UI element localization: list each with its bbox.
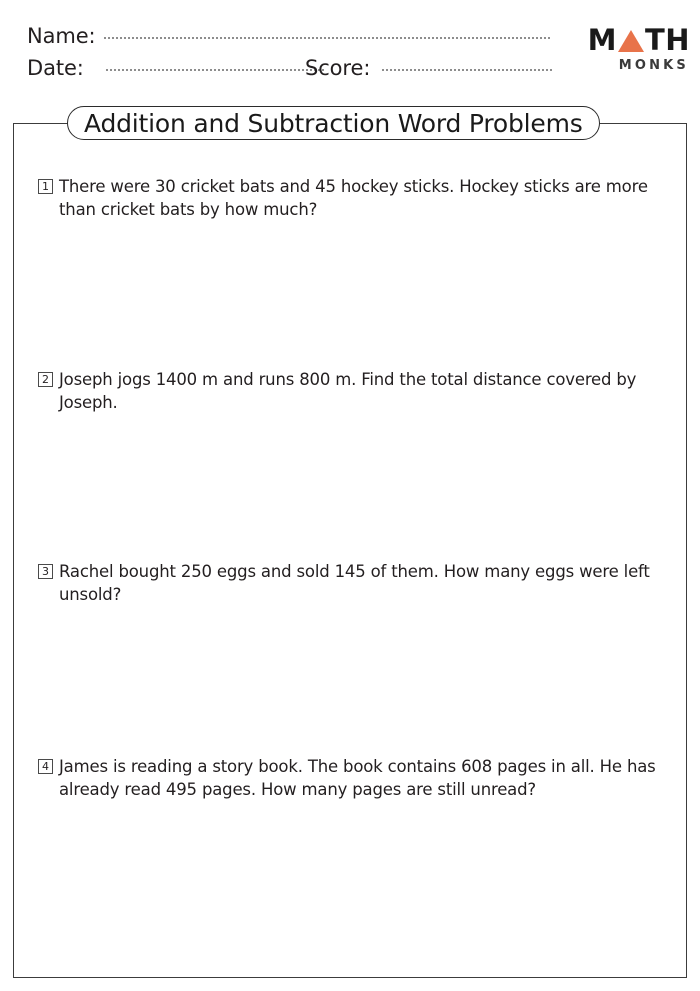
problem-text: Rachel bought 250 eggs and sold 145 of them. How many eggs were left unsold? — [59, 562, 650, 604]
problem-number-box: 2 — [38, 372, 53, 387]
logo-letter-m: M — [587, 23, 617, 57]
problem-item — [38, 368, 668, 414]
name-label: Name: — [27, 24, 96, 48]
score-label: Score: — [305, 56, 371, 80]
problem-number-box: 3 — [38, 564, 53, 579]
logo-letters-th: TH — [644, 23, 690, 57]
page-title: Addition and Subtraction Word Problems — [84, 108, 583, 138]
problem-item — [38, 560, 668, 606]
date-label: Date: — [27, 56, 84, 80]
problem-number-box: 4 — [38, 759, 53, 774]
date-field-row — [27, 56, 324, 80]
worksheet-header — [0, 0, 700, 100]
problem-item — [38, 175, 668, 221]
date-input-line[interactable] — [106, 69, 324, 71]
worksheet-title-banner — [67, 106, 600, 140]
logo-subtitle: MONKS — [618, 58, 689, 73]
name-input-line[interactable] — [104, 37, 550, 39]
problem-text: Joseph jogs 1400 m and runs 800 m. Find the total distance covered by Joseph. — [59, 370, 637, 412]
problem-text: James is reading a story book. The book contains 608 pages in all. He has already read 495 pages. How many pages are still unread? — [59, 757, 656, 799]
problem-item — [38, 755, 668, 801]
problem-text: There were 30 cricket bats and 45 hockey sticks. Hockey sticks are more than cricket bats by how much? — [59, 177, 648, 219]
score-input-line[interactable] — [382, 69, 552, 71]
problem-list — [13, 123, 687, 978]
logo-wordmark — [587, 23, 690, 57]
problem-number-box: 1 — [38, 179, 53, 194]
math-monks-logo — [587, 23, 690, 73]
logo-triangle-a-icon — [618, 30, 644, 52]
name-field-row — [27, 24, 550, 48]
score-field-row — [305, 56, 552, 80]
